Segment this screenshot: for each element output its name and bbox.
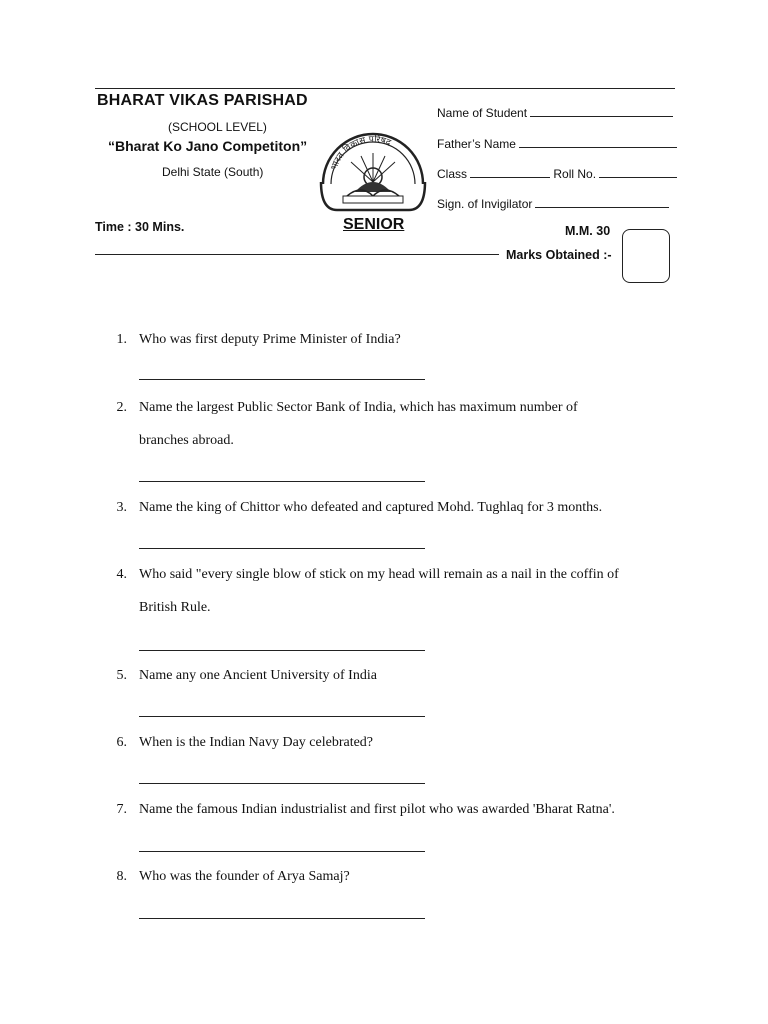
answer-line[interactable] (139, 716, 425, 717)
roll-no-label: Roll No. (553, 167, 597, 181)
state-name: Delhi State (South) (162, 165, 264, 179)
question-text: Name any one Ancient University of India (139, 668, 377, 683)
father-name-field[interactable] (437, 137, 677, 151)
question-number: 3. (116, 500, 127, 515)
marks-obtained-box[interactable] (622, 229, 670, 283)
organization-name: BHARAT VIKAS PARISHAD (97, 92, 308, 109)
time-allowed: Time : 30 Mins. (95, 220, 185, 234)
student-name-line[interactable] (530, 115, 673, 117)
question-text: Name the king of Chittor who defeated and captured Mohd. Tughlaq for 3 months. (139, 500, 603, 515)
student-name-label: Name of Student (437, 106, 528, 120)
svg-text:भारत विकास परिषद (329, 133, 392, 172)
question-text-continued: branches abroad. (139, 433, 234, 448)
question-number: 6. (116, 735, 127, 750)
invigilator-line[interactable] (535, 206, 669, 208)
question-number: 2. (116, 400, 127, 415)
school-level: (SCHOOL LEVEL) (168, 120, 267, 134)
max-marks: M.M. 30 (565, 224, 611, 238)
answer-line[interactable] (139, 851, 425, 852)
question-text: Name the famous Indian industrialist and first pilot who was awarded 'Bharat Ratna'. (139, 802, 615, 817)
student-name-field[interactable] (437, 106, 673, 120)
category-label: SENIOR (343, 216, 405, 233)
question-number: 4. (116, 567, 127, 582)
question-text: Who was the founder of Arya Samaj? (139, 869, 350, 884)
answer-line[interactable] (139, 783, 425, 784)
answer-line[interactable] (139, 918, 425, 919)
question-text: When is the Indian Navy Day celebrated? (139, 735, 374, 750)
question-text: Who said "every single blow of stick on my head will remain as a nail in the coffin of (139, 567, 619, 582)
question-number: 5. (116, 668, 127, 683)
competition-title: “Bharat Ko Jano Competiton” (108, 138, 308, 154)
emblem-script-text: भारत विकास परिषद (329, 134, 393, 172)
answer-line[interactable] (139, 481, 425, 482)
invigilator-label: Sign. of Invigilator (437, 197, 533, 211)
class-line[interactable] (470, 176, 550, 178)
question-number: 8. (116, 869, 127, 884)
roll-no-line[interactable] (599, 176, 677, 178)
marks-obtained-label: Marks Obtained :- (506, 248, 612, 262)
header-top-rule (95, 88, 675, 89)
father-name-label: Father’s Name (437, 137, 516, 151)
answer-line[interactable] (139, 379, 425, 380)
parishad-emblem-logo (317, 122, 429, 212)
answer-line[interactable] (139, 650, 425, 651)
question-text-continued: British Rule. (139, 600, 211, 615)
invigilator-field[interactable] (437, 197, 669, 211)
answer-line[interactable] (139, 548, 425, 549)
question-text: Name the largest Public Sector Bank of India, which has maximum number of (139, 400, 578, 415)
header-bottom-rule (95, 254, 499, 255)
class-label: Class (437, 167, 468, 181)
father-name-line[interactable] (519, 146, 677, 148)
question-number: 7. (116, 802, 127, 817)
question-number: 1. (116, 332, 127, 347)
class-roll-field[interactable] (437, 167, 677, 181)
question-text: Who was first deputy Prime Minister of India? (139, 332, 401, 347)
